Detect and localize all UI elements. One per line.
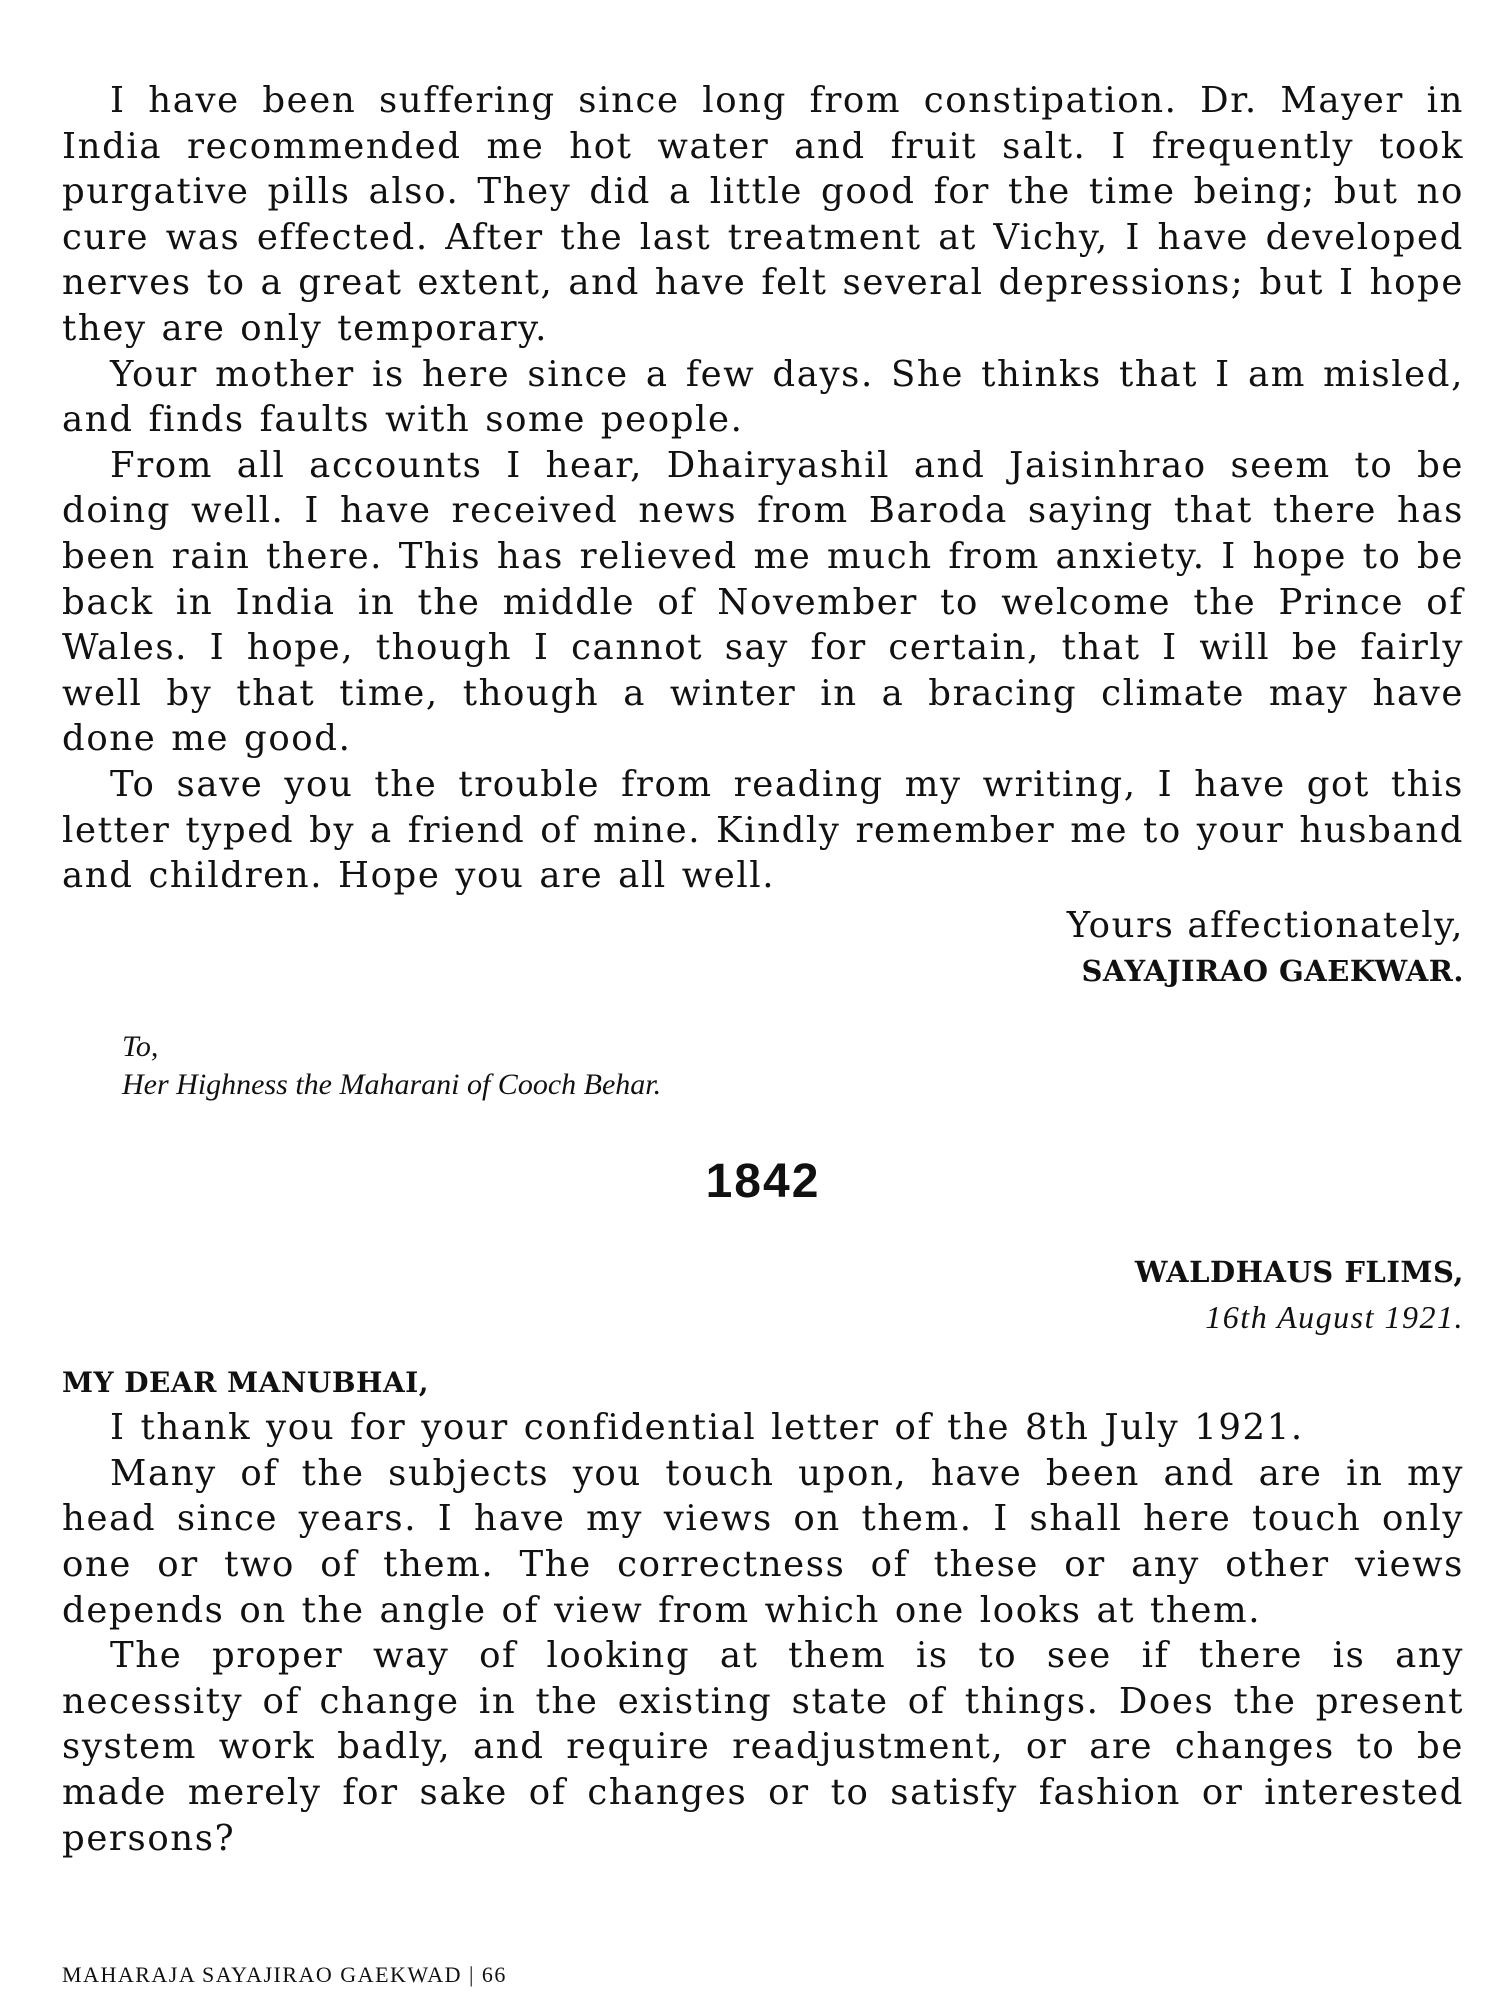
letter-number: 1842 (705, 1155, 821, 1209)
letter2-salutation: MY DEAR MANUBHAI, (62, 1366, 430, 1400)
letter2-paragraph-1: I thank you for your confidential letter of the 8th July 1921. (110, 1407, 1304, 1449)
letter1-signature: SAYAJIRAO GAEKWAR. (1081, 954, 1464, 989)
addressee-name: Her Highness the Maharani of Cooch Behar. (122, 1068, 662, 1102)
letter2-date: 16th August 1921. (1205, 1299, 1464, 1336)
letter1-paragraph-4: To save you the trouble from reading my writing, I have got this letter typed by a friend of mine. Kindly remember me to your husband and children. Hope you are all well. (62, 763, 1464, 897)
letter1-paragraph-1: I have been suffering since long from constipation. Dr. Mayer in India recommended me hot water and fruit salt. I frequently took purgative pills also. They did a little good for the time being; but no cure was effected. After the last treatment at Vichy, I have developed nerves to a great extent, and have felt several depressions; but I hope they are only temporary. (62, 80, 1464, 349)
letter2-paragraph-3: The proper way of looking at them is to see if there is any necessity of change in the existing state of things. Does the present system work badly, and require readjustment, or are changes to be made merely for sake of changes or to satisfy fashion or interested persons? (62, 1635, 1464, 1859)
page-footer: MAHARAJA SAYAJIRAO GAEKWAD | 66 (62, 1962, 507, 1987)
addressee-to-label: To, (122, 1030, 159, 1064)
page-body (62, 78, 1464, 1861)
letter2-paragraph-2: Many of the subjects you touch upon, have been and are in my head since years. I have my views on them. I shall here touch only one or two of them. The correctness of these or any other views depends on the angle of view from which one looks at them. (62, 1452, 1464, 1631)
letter2-place: WALDHAUS FLIMS, (1134, 1255, 1464, 1290)
letter1-paragraph-2: Your mother is here since a few days. She thinks that I am misled, and finds faults with some people. (62, 353, 1464, 441)
letter1-closing: Yours affectionately, (1066, 904, 1464, 946)
letter1-paragraph-3: From all accounts I hear, Dhairyashil and Jaisinhrao seem to be doing well. I have received news from Baroda saying that there has been rain there. This has relieved me much from anxiety. I hope to be back in India in the middle of November to welcome the Prince of Wales. I hope, though I cannot say for certain, that I will be fairly well by that time, though a winter in a bracing climate may have done me good. (62, 444, 1464, 760)
letter1-addressee (122, 1028, 1464, 1104)
